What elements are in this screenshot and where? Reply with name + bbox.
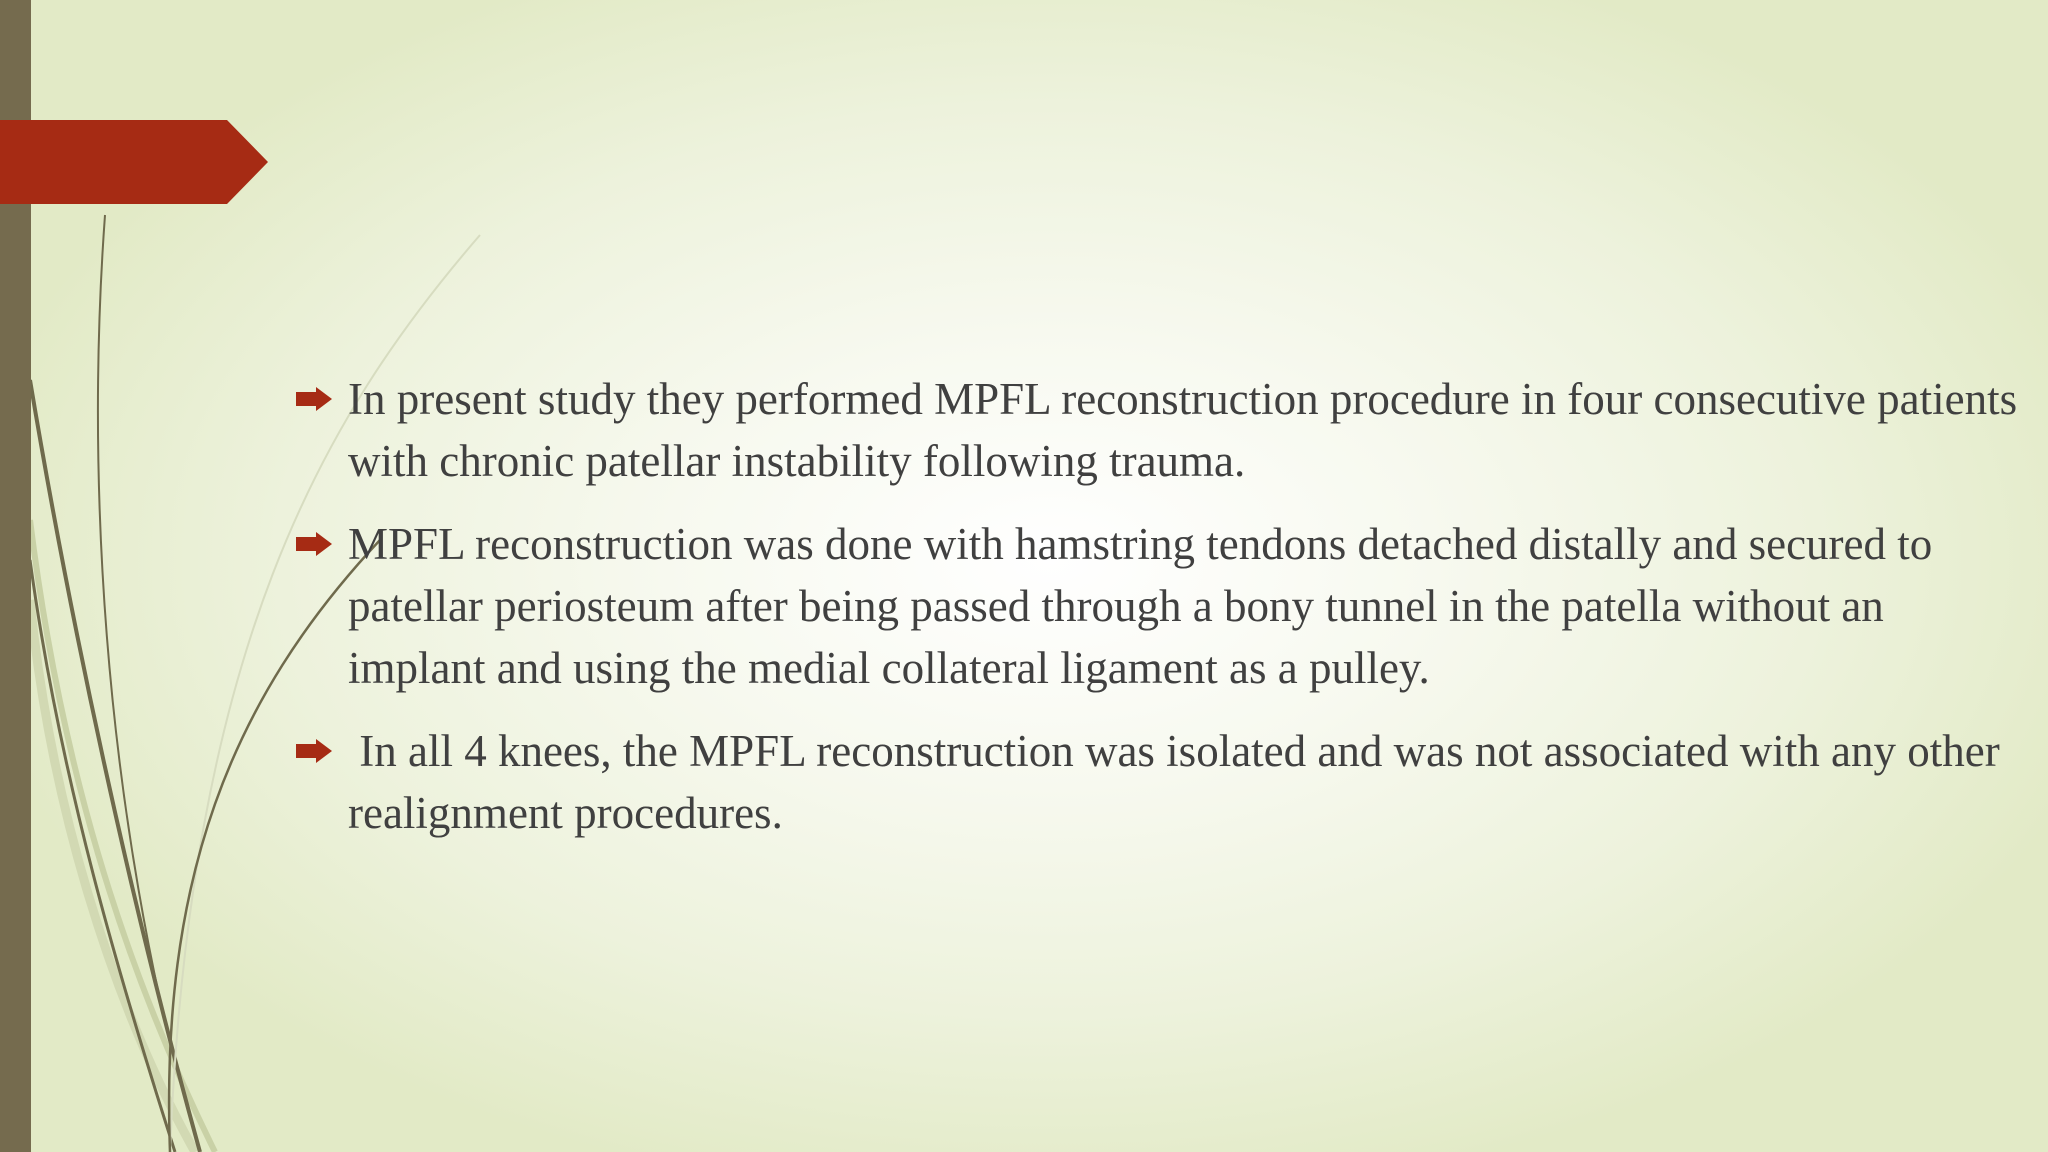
bullet-item (292, 513, 2032, 699)
bullet-content (292, 368, 2032, 865)
bullet-text: In all 4 knees, the MPFL reconstruction was isolated and was not associated with any other realignment procedures. (348, 726, 2011, 838)
title-flag-shape (0, 0, 300, 220)
arrow-bullet-icon (294, 386, 334, 412)
bullet-list (292, 368, 2032, 844)
arrow-bullet-icon (294, 531, 334, 557)
bullet-text: MPFL reconstruction was done with hamstring tendons detached distally and secured to patellar periosteum after being passed through a bony tunnel in the patella without an implant and using the medial collateral ligament as a pulley. (348, 519, 1933, 693)
bullet-item (292, 368, 2032, 492)
bullet-text: In present study they performed MPFL reconstruction procedure in four consecutive patients with chronic patellar instability following trauma. (348, 374, 2018, 486)
bullet-item (292, 720, 2032, 844)
arrow-bullet-icon (294, 738, 334, 764)
